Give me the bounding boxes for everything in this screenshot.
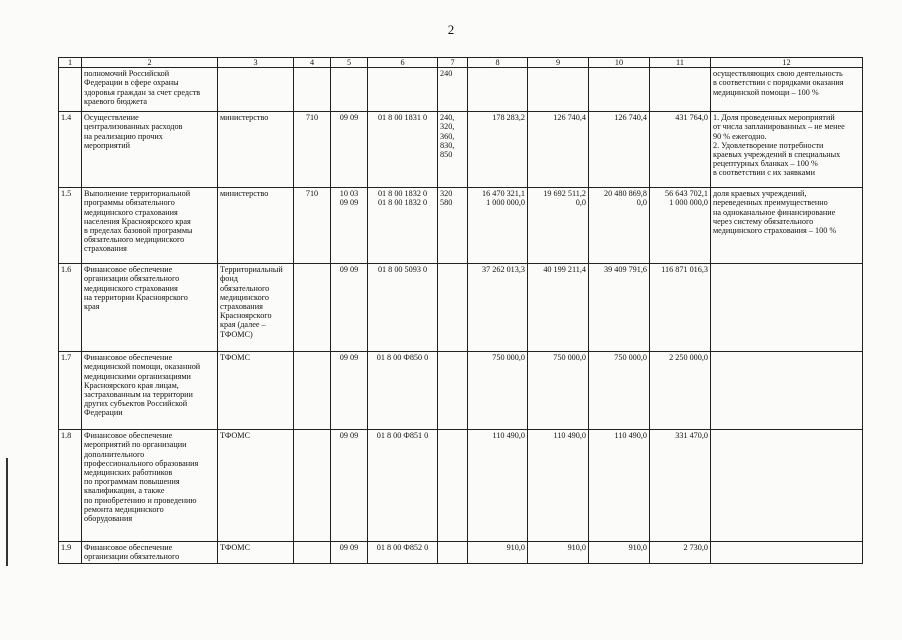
- total-amount: 331 470,0: [650, 430, 711, 542]
- activity-name: полномочий Российской Федерации в сфере охраны здоровья граждан за счет средств краевого бюджета: [82, 68, 218, 112]
- expected-result: 1. Доля проведенных мероприятий от числа запланированных – не менее 90 % ежегодно. 2. Удовлетворение потребности краевых учреждений в специальных рецептурных бланках – 100 % в соответствии с их заявками: [711, 112, 863, 188]
- row-number: 1.5: [59, 188, 82, 264]
- column-header: 10: [589, 58, 650, 68]
- rzpr-code: 09 09: [331, 112, 368, 188]
- csr-code: 01 8 00 Ф851 0: [368, 430, 438, 542]
- year3-amount: 110 490,0: [589, 430, 650, 542]
- column-header: 9: [528, 58, 589, 68]
- row-number: 1.6: [59, 264, 82, 352]
- total-amount: 56 643 702,1 1 000 000,0: [650, 188, 711, 264]
- grbs-code: 710: [294, 112, 331, 188]
- executor: министерство: [218, 188, 294, 264]
- grbs-code: [294, 264, 331, 352]
- year2-amount: 40 199 211,4: [528, 264, 589, 352]
- table-row: [59, 542, 863, 564]
- csr-code: 01 8 00 1831 0: [368, 112, 438, 188]
- csr-code: [368, 68, 438, 112]
- year3-amount: 750 000,0: [589, 352, 650, 430]
- column-header: 1: [59, 58, 82, 68]
- grbs-code: [294, 430, 331, 542]
- vr-code: [438, 264, 468, 352]
- column-header: 8: [468, 58, 528, 68]
- column-header: 4: [294, 58, 331, 68]
- column-header: 6: [368, 58, 438, 68]
- year2-amount: 19 692 511,2 0,0: [528, 188, 589, 264]
- program-activities-table: [58, 57, 863, 564]
- expected-result: [711, 352, 863, 430]
- rzpr-code: 10 03 09 09: [331, 188, 368, 264]
- year1-amount: 16 470 321,1 1 000 000,0: [468, 188, 528, 264]
- expected-result: осуществляющих свою деятельность в соответствии с порядками оказания медицинской помощи – 100 %: [711, 68, 863, 112]
- vr-code: 320 580: [438, 188, 468, 264]
- row-number: 1.4: [59, 112, 82, 188]
- grbs-code: [294, 68, 331, 112]
- year2-amount: [528, 68, 589, 112]
- vr-code: [438, 542, 468, 564]
- executor: министерство: [218, 112, 294, 188]
- year2-amount: 110 490,0: [528, 430, 589, 542]
- column-header: 11: [650, 58, 711, 68]
- expected-result: [711, 264, 863, 352]
- csr-code: 01 8 00 Ф850 0: [368, 352, 438, 430]
- year3-amount: 20 480 869,8 0,0: [589, 188, 650, 264]
- total-amount: [650, 68, 711, 112]
- year2-amount: 910,0: [528, 542, 589, 564]
- year1-amount: [468, 68, 528, 112]
- column-header: 7: [438, 58, 468, 68]
- year3-amount: 910,0: [589, 542, 650, 564]
- rzpr-code: 09 09: [331, 352, 368, 430]
- year3-amount: [589, 68, 650, 112]
- vr-code: [438, 430, 468, 542]
- scan-margin-mark: [6, 458, 8, 566]
- column-header: 12: [711, 58, 863, 68]
- row-number: 1.8: [59, 430, 82, 542]
- vr-code: 240, 320, 360, 830, 850: [438, 112, 468, 188]
- table-row: [59, 68, 863, 112]
- total-amount: 116 871 016,3: [650, 264, 711, 352]
- year2-amount: 750 000,0: [528, 352, 589, 430]
- total-amount: 2 730,0: [650, 542, 711, 564]
- executor: ТФОМС: [218, 542, 294, 564]
- table-row: [59, 188, 863, 264]
- activity-name: Выполнение территориальной программы обязательного медицинского страхования населения Красноярского края в пределах базовой программы обязательного медицинского страхования: [82, 188, 218, 264]
- vr-code: [438, 352, 468, 430]
- table-row: [59, 430, 863, 542]
- executor: Территориальный фонд обязательного медицинского страхования Красноярского края (далее – ТФОМС): [218, 264, 294, 352]
- column-number-row: [59, 58, 863, 68]
- rzpr-code: [331, 68, 368, 112]
- row-number: [59, 68, 82, 112]
- rzpr-code: 09 09: [331, 430, 368, 542]
- column-header: 2: [82, 58, 218, 68]
- executor: ТФОМС: [218, 430, 294, 542]
- year2-amount: 126 740,4: [528, 112, 589, 188]
- total-amount: 2 250 000,0: [650, 352, 711, 430]
- expected-result: [711, 430, 863, 542]
- year1-amount: 37 262 013,3: [468, 264, 528, 352]
- activity-name: Осуществление централизованных расходов на реализацию прочих мероприятий: [82, 112, 218, 188]
- table-row: [59, 352, 863, 430]
- csr-code: 01 8 00 Ф852 0: [368, 542, 438, 564]
- expected-result: [711, 542, 863, 564]
- table-row: [59, 264, 863, 352]
- activity-name: Финансовое обеспечение медицинской помощи, оказанной медицинскими организациями Красноярского края лицам, застрахованным на территории других субъектов Российской Федерации: [82, 352, 218, 430]
- year3-amount: 39 409 791,6: [589, 264, 650, 352]
- activity-name: Финансовое обеспечение организации обязательного: [82, 542, 218, 564]
- row-number: 1.9: [59, 542, 82, 564]
- activity-name: Финансовое обеспечение организации обязательного медицинского страхования на территории Красноярского края: [82, 264, 218, 352]
- executor: ТФОМС: [218, 352, 294, 430]
- year1-amount: 178 283,2: [468, 112, 528, 188]
- column-header: 5: [331, 58, 368, 68]
- csr-code: 01 8 00 5093 0: [368, 264, 438, 352]
- activity-name: Финансовое обеспечение мероприятий по организации дополнительного профессионального образования медицинских работников по программам повышения квалификации, а также по приобретению и проведению ремонта медицинского оборудования: [82, 430, 218, 542]
- page-number: 2: [447, 22, 455, 37]
- rzpr-code: 09 09: [331, 264, 368, 352]
- year3-amount: 126 740,4: [589, 112, 650, 188]
- row-number: 1.7: [59, 352, 82, 430]
- rzpr-code: 09 09: [331, 542, 368, 564]
- csr-code: 01 8 00 1832 0 01 8 00 1832 0: [368, 188, 438, 264]
- executor: [218, 68, 294, 112]
- table-row: [59, 112, 863, 188]
- year1-amount: 110 490,0: [468, 430, 528, 542]
- grbs-code: [294, 352, 331, 430]
- total-amount: 431 764,0: [650, 112, 711, 188]
- grbs-code: 710: [294, 188, 331, 264]
- column-header: 3: [218, 58, 294, 68]
- expected-result: доля краевых учреждений, переведенных преимущественно на одноканальное финансирование через систему обязательного медицинского страхования – 100 %: [711, 188, 863, 264]
- year1-amount: 750 000,0: [468, 352, 528, 430]
- year1-amount: 910,0: [468, 542, 528, 564]
- grbs-code: [294, 542, 331, 564]
- vr-code: 240: [438, 68, 468, 112]
